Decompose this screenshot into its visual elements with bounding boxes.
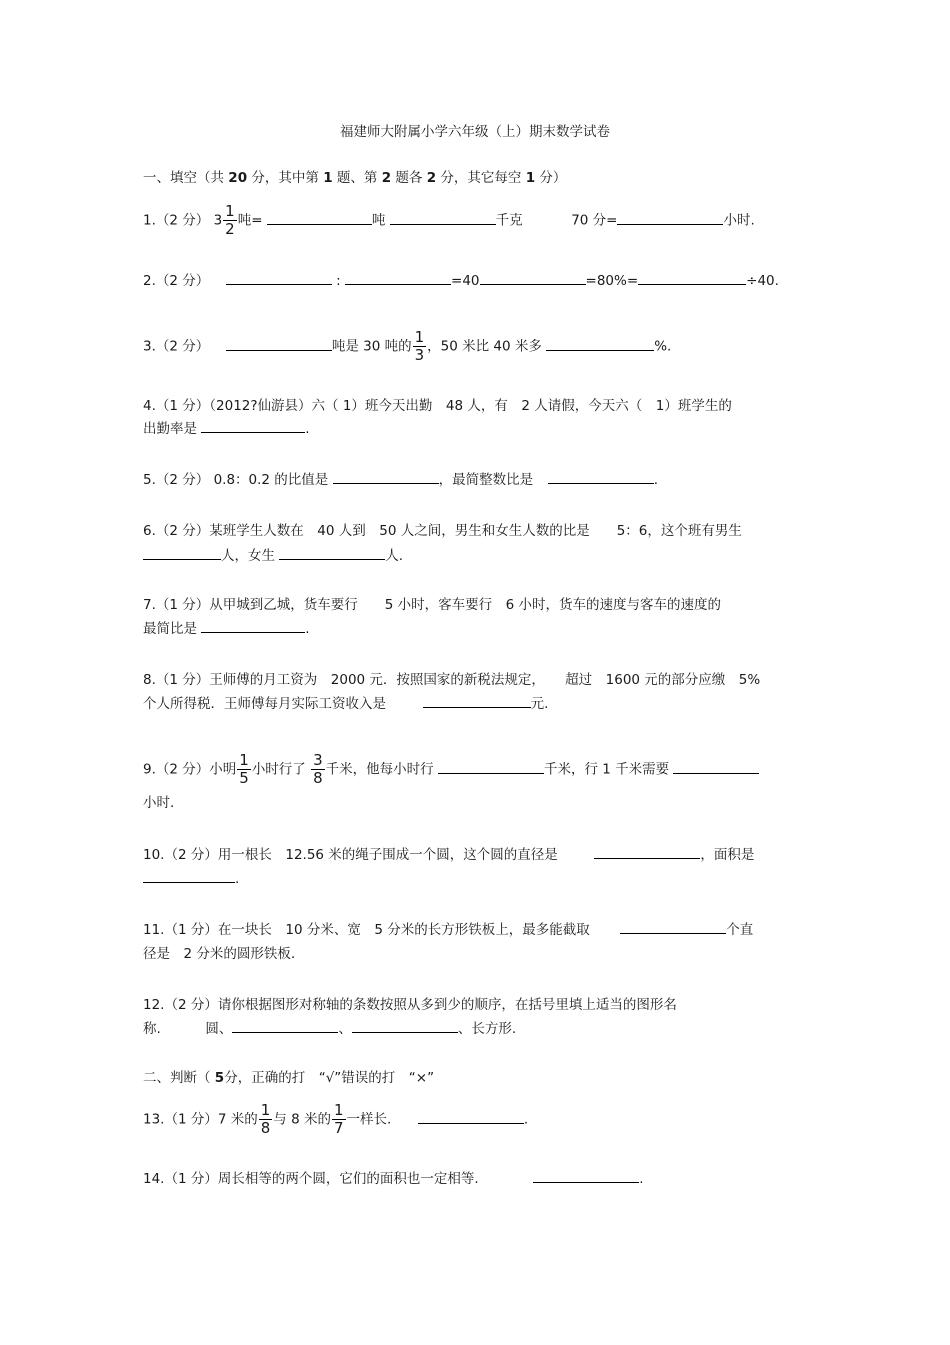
section-text: 题、第 — [336, 170, 378, 186]
section-question-num: 1 — [323, 170, 333, 186]
denominator: 8 — [260, 1119, 271, 1137]
question-8-line-1: 8.（1 分）王师傅的月工资为 2000 元．按照国家的新税法规定， 超过 1600 元的部分应缴 5% — [143, 672, 761, 688]
question-6-line-1: 6.（2 分）某班学生人数在 40 人到 50 人之间，男生和女生人数的比是 5：6，这个班有男生 — [143, 523, 742, 539]
answer-blank[interactable] — [201, 419, 305, 433]
question-text: . — [235, 871, 240, 887]
question-12-line-1: 12.（2 分）请你根据图形对称轴的条数按照从多到少的顺序，在括号里填上适当的图形名 — [143, 997, 677, 1013]
question-text: 14.（1 分）周长相等的两个圆，它们的面积也一定相等. — [143, 1171, 479, 1187]
numerator: 3 — [313, 751, 323, 769]
question-text: . — [305, 421, 310, 437]
answer-blank[interactable] — [548, 470, 654, 484]
question-13 — [143, 1102, 528, 1137]
answer-blank[interactable] — [226, 271, 332, 285]
section-points: 2 — [426, 170, 437, 186]
denominator: 2 — [225, 220, 235, 238]
answer-blank[interactable] — [638, 271, 746, 285]
fraction — [223, 203, 237, 238]
question-5 — [143, 470, 658, 490]
question-number: 1.（2 分） — [143, 212, 210, 229]
question-text: 千米，行 1 千米需要 — [543, 761, 670, 778]
question-2 — [143, 271, 779, 291]
question-text: . — [523, 1111, 529, 1128]
question-text: 人. — [385, 548, 404, 564]
fraction — [237, 752, 251, 787]
question-text: 千米，他每小时行 — [325, 761, 434, 778]
answer-blank[interactable] — [423, 694, 531, 708]
question-1 — [143, 203, 755, 238]
question-text: . — [305, 621, 310, 637]
question-text: 人，女生 — [221, 548, 275, 564]
question-7-line-1: 7.（1 分）从甲城到乙城，货车要行 5 小时，客车要行 6 小时，货车的速度与客车的速度的 — [143, 597, 722, 613]
question-number: 5.（2 分） — [143, 472, 210, 488]
mixed-number-whole: 3 — [213, 212, 223, 229]
question-text: ，最简整数比是 — [438, 472, 534, 488]
answer-blank[interactable] — [533, 1169, 639, 1183]
question-text: ，面积是 — [700, 847, 755, 863]
numerator: 1 — [333, 1101, 344, 1119]
denominator: 7 — [333, 1119, 344, 1137]
question-text: 千克 — [495, 212, 523, 229]
fraction — [259, 1102, 273, 1137]
question-7-line-2 — [143, 619, 310, 639]
section-text: 分，正确的打 “√”错误的打 “×” — [224, 1070, 435, 1086]
question-text: 吨= — [237, 212, 263, 229]
question-text: 小时行了 — [251, 761, 306, 778]
answer-blank[interactable] — [143, 546, 221, 560]
question-text: 小时. — [723, 212, 755, 229]
question-12-line-2 — [143, 1019, 516, 1039]
fraction — [413, 329, 427, 364]
question-text: 个人所得税．王师傅每月实际工资收入是 — [143, 696, 386, 712]
section-points: 1 — [525, 170, 536, 186]
question-text: 个直 — [726, 922, 754, 938]
section-text: 分） — [539, 170, 567, 186]
question-4-line-2 — [143, 419, 310, 439]
answer-blank[interactable] — [226, 337, 332, 351]
question-text: 0.8：0.2 的比值是 — [213, 472, 329, 488]
question-4-line-1: 4.（1 分）（2012?仙游县）六（ 1）班今天出勤 48 人，有 2 人请假，今天六（ 1）班学生的 — [143, 398, 732, 414]
section-text: 分，其它每空 — [440, 170, 522, 186]
answer-blank[interactable] — [232, 1019, 338, 1033]
denominator: 5 — [239, 769, 249, 787]
numerator: 1 — [239, 751, 249, 769]
question-text: 元. — [530, 696, 549, 712]
question-6-line-2 — [143, 546, 403, 566]
numerator: 1 — [414, 328, 425, 346]
section-points: 5 — [214, 1070, 225, 1086]
question-text: 圆、 — [205, 1021, 233, 1037]
question-text: . — [639, 1171, 644, 1187]
question-text: 70 分= — [571, 212, 618, 229]
question-8-line-2 — [143, 694, 548, 714]
question-text: ÷40. — [746, 273, 779, 289]
question-11-line-1 — [143, 920, 753, 940]
answer-blank[interactable] — [546, 337, 654, 351]
answer-blank[interactable] — [352, 1019, 458, 1033]
question-text: 13.（1 分）7 米的 — [143, 1111, 258, 1128]
answer-blank[interactable] — [390, 211, 496, 225]
question-number: 3.（2 分） — [143, 338, 210, 355]
page-title: 福建师大附属小学六年级（上）期末数学试卷 — [340, 124, 610, 140]
question-text: =40 — [451, 273, 480, 289]
question-number: 9.（2 分）小明 — [143, 761, 237, 778]
question-10-line-2 — [143, 869, 239, 889]
section-text: 二、判断（ — [143, 1070, 211, 1086]
answer-blank[interactable] — [673, 760, 759, 774]
question-text: 吨是 30 吨的 — [331, 338, 412, 355]
question-text: . — [653, 472, 658, 488]
question-text: 称. — [143, 1021, 161, 1037]
question-9 — [143, 752, 759, 787]
question-text: 、 — [338, 1021, 352, 1037]
answer-blank[interactable] — [480, 271, 586, 285]
question-11-line-2: 径是 2 分米的圆形铁板. — [143, 946, 296, 962]
question-text: 一样长. — [346, 1111, 392, 1128]
question-text: 10.（2 分）用一根长 12.56 米的绳子围成一个圆，这个圆的直径是 — [143, 847, 558, 863]
answer-blank[interactable] — [345, 271, 451, 285]
numerator: 1 — [225, 202, 235, 220]
question-text: ，50 米比 40 米多 — [427, 338, 542, 355]
denominator: 8 — [313, 769, 323, 787]
question-text: 最简比是 — [143, 621, 197, 637]
question-14 — [143, 1169, 644, 1189]
denominator: 3 — [414, 346, 425, 364]
answer-blank[interactable] — [279, 546, 385, 560]
question-9-line-2: 小时. — [143, 795, 175, 811]
section-question-num: 2 — [381, 170, 392, 186]
question-text: 、长方形. — [457, 1021, 517, 1037]
section-text: 分，其中第 — [251, 170, 319, 186]
section-text: 题各 — [395, 170, 423, 186]
question-text: 与 8 米的 — [273, 1111, 331, 1128]
answer-blank[interactable] — [201, 619, 305, 633]
answer-blank[interactable] — [617, 211, 723, 225]
fraction — [311, 752, 325, 787]
answer-blank[interactable] — [143, 869, 235, 883]
answer-blank[interactable] — [267, 211, 372, 225]
question-3 — [143, 329, 671, 364]
question-text: : — [336, 273, 341, 289]
answer-blank[interactable] — [333, 470, 439, 484]
question-number: 2.（2 分） — [143, 273, 210, 289]
question-10-line-1 — [143, 845, 754, 865]
section-2-heading — [143, 1068, 434, 1088]
answer-blank[interactable] — [620, 920, 726, 934]
answer-blank[interactable] — [594, 845, 700, 859]
question-text: =80%= — [585, 273, 639, 289]
section-points: 20 — [228, 170, 248, 186]
question-text: %. — [654, 338, 672, 355]
section-text: 一、填空（共 — [143, 170, 224, 186]
fraction — [332, 1102, 346, 1137]
question-text: 11.（1 分）在一块长 10 分米、宽 5 分米的长方形铁板上，最多能截取 — [143, 922, 590, 938]
question-text: 出勤率是 — [143, 421, 197, 437]
answer-blank[interactable] — [418, 1110, 524, 1124]
answer-blank[interactable] — [438, 760, 544, 774]
section-1-heading — [143, 168, 566, 188]
question-text: 吨 — [371, 212, 386, 229]
numerator: 1 — [260, 1101, 271, 1119]
